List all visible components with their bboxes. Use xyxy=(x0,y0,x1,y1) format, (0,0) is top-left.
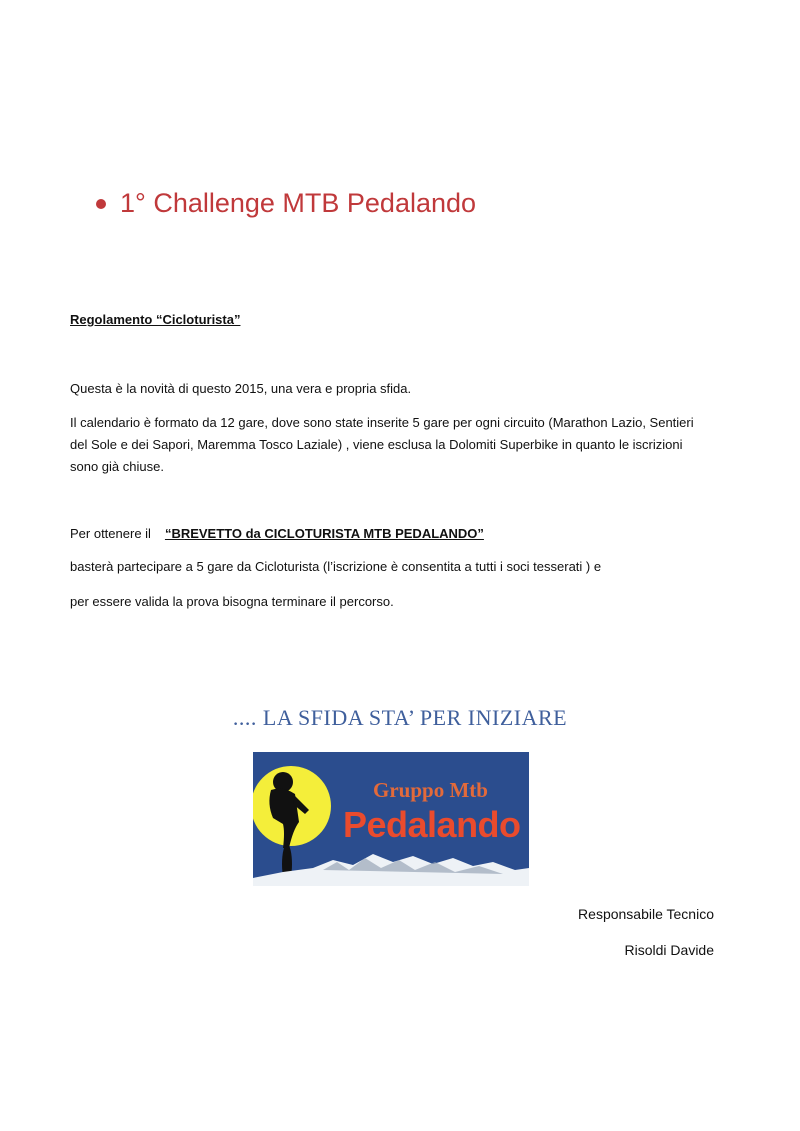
pedalando-logo xyxy=(253,752,529,886)
logo-group-label: Gruppo Mtb xyxy=(373,778,488,802)
obtain-paragraph xyxy=(70,523,484,545)
calendar-paragraph: Il calendario è formato da 12 gare, dove sono state inserite 5 gare per ogni circuito (Marathon Lazio, Sentieri del Sole e dei Sapori, Maremma Tosco Laziale) , viene esclusa la Dolomiti Superbike in quanto le iscrizioni sono già chiuse. xyxy=(70,415,694,474)
challenge-heading xyxy=(96,188,476,219)
bullet-icon xyxy=(96,199,106,209)
obtain-prefix: Per ottenere il xyxy=(70,526,151,541)
brevetto-title: “BREVETTO da CICLOTURISTA MTB PEDALANDO” xyxy=(164,526,484,541)
challenge-title: 1° Challenge MTB Pedalando xyxy=(120,188,477,218)
signature-role: Responsabile Tecnico xyxy=(578,906,714,922)
valid-paragraph: per essere valida la prova bisogna terminare il percorso. xyxy=(70,594,394,609)
signature-name: Risoldi Davide xyxy=(624,942,714,958)
participate-paragraph: basterà partecipare a 5 gare da Cicloturista (l’iscrizione è consentita a tutti i soci tesserati ) e xyxy=(70,559,602,574)
regulation-title: Regolamento “Cicloturista” xyxy=(70,312,241,327)
logo-brand-label: Pedalando xyxy=(343,804,521,845)
intro-paragraph: Questa è la novità di questo 2015, una vera e propria sfida. xyxy=(70,381,412,396)
tagline: .... LA SFIDA STA’ PER INIZIARE xyxy=(232,705,568,730)
